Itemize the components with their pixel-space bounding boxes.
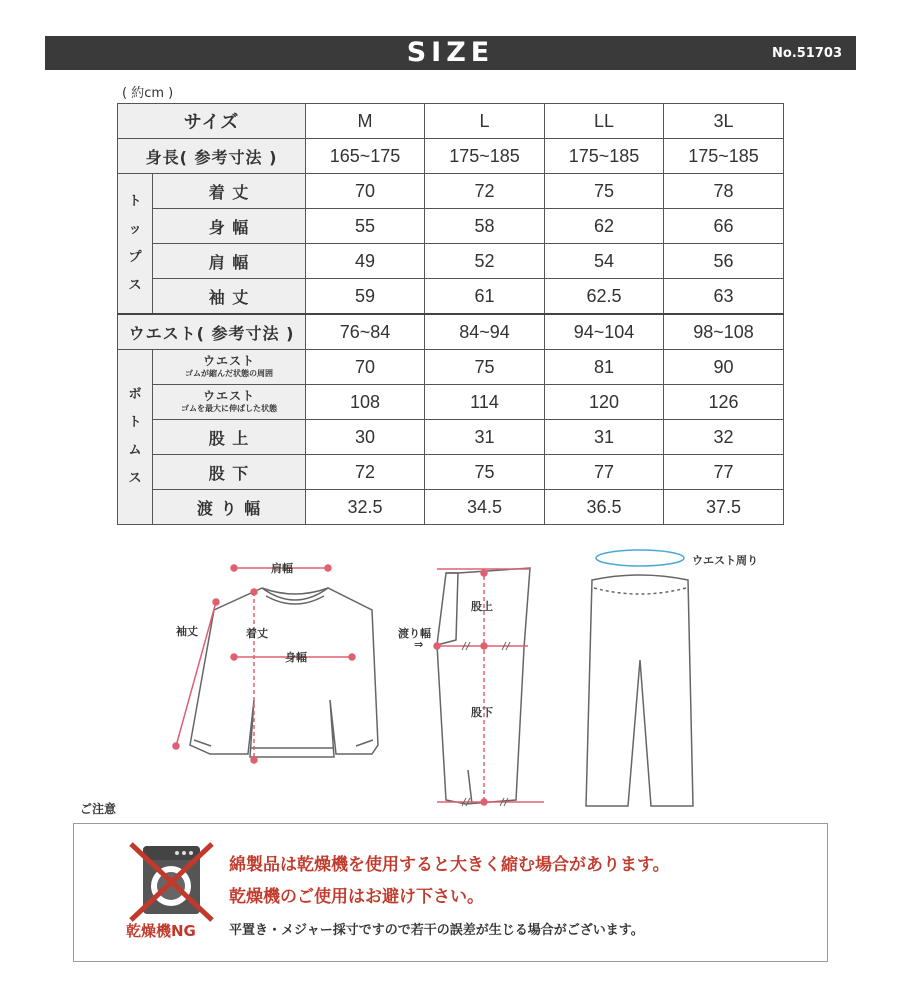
table-row bbox=[118, 490, 784, 525]
row-label: ウエスト ゴムを最大に伸ばした状態 bbox=[153, 385, 306, 420]
table-row bbox=[118, 244, 784, 279]
size-header-label: サイズ bbox=[118, 104, 306, 139]
label-thigh: 渡り幅 bbox=[398, 627, 431, 640]
diagram-drawing bbox=[160, 545, 800, 810]
table-cell: 76~84 bbox=[306, 314, 425, 350]
table-cell: 114 bbox=[425, 385, 545, 420]
table-cell: 32.5 bbox=[306, 490, 425, 525]
table-cell: 78 bbox=[664, 174, 784, 209]
care-title: ご注意 bbox=[80, 802, 117, 816]
tops-group-label: ト ッ プ ス bbox=[118, 174, 153, 315]
care-notice-box bbox=[73, 823, 828, 962]
thigh-arrow: ⇒ bbox=[414, 638, 424, 651]
row-label: ウエスト( 参考寸法 ) bbox=[118, 314, 306, 350]
table-cell: 126 bbox=[664, 385, 784, 420]
care-warning-line-1: 綿製品は乾燥機を使用すると大きく縮む場合があります。 bbox=[229, 855, 670, 875]
table-cell: 75 bbox=[425, 455, 545, 490]
table-cell: 94~104 bbox=[545, 314, 664, 350]
table-cell: 54 bbox=[545, 244, 664, 279]
table-cell: 72 bbox=[425, 174, 545, 209]
size-col-header: 3L bbox=[664, 104, 784, 139]
row-label: 渡 り 幅 bbox=[153, 490, 306, 525]
row-label: 着 丈 bbox=[153, 174, 306, 209]
waist-ellipse bbox=[596, 550, 684, 566]
table-cell: 59 bbox=[306, 279, 425, 315]
row-label: 肩 幅 bbox=[153, 244, 306, 279]
table-row bbox=[118, 314, 784, 350]
table-cell: 31 bbox=[545, 420, 664, 455]
table-cell: 37.5 bbox=[664, 490, 784, 525]
row-label: 身 幅 bbox=[153, 209, 306, 244]
table-cell: 98~108 bbox=[664, 314, 784, 350]
table-cell: 120 bbox=[545, 385, 664, 420]
table-cell: 77 bbox=[545, 455, 664, 490]
table-row bbox=[118, 350, 784, 385]
table-cell: 56 bbox=[664, 244, 784, 279]
table-cell: 75 bbox=[425, 350, 545, 385]
table-cell: 90 bbox=[664, 350, 784, 385]
size-table bbox=[117, 103, 783, 536]
label-shoulder: 肩幅 bbox=[271, 562, 293, 575]
table-cell: 61 bbox=[425, 279, 545, 315]
label-length: 着丈 bbox=[246, 627, 268, 640]
row-label: 袖 丈 bbox=[153, 279, 306, 315]
table-row bbox=[118, 209, 784, 244]
table-cell: 84~94 bbox=[425, 314, 545, 350]
label-waist-around: ウエスト周り bbox=[692, 554, 758, 567]
row-label: ウエスト ゴムが縮んだ状態の周囲 bbox=[153, 350, 306, 385]
table-cell: 32 bbox=[664, 420, 784, 455]
label-body-width: 身幅 bbox=[285, 651, 307, 664]
table-cell: 175~185 bbox=[425, 139, 545, 174]
label-inseam: 股下 bbox=[471, 706, 493, 719]
measurement-diagram bbox=[160, 545, 800, 810]
model-number: No.51703 bbox=[772, 46, 842, 61]
table-cell: 72 bbox=[306, 455, 425, 490]
table-cell: 30 bbox=[306, 420, 425, 455]
table-cell: 62 bbox=[545, 209, 664, 244]
pants-front-illustration bbox=[586, 575, 693, 806]
table-cell: 77 bbox=[664, 455, 784, 490]
table-row bbox=[118, 279, 784, 315]
size-col-header: LL bbox=[545, 104, 664, 139]
table-cell: 175~185 bbox=[664, 139, 784, 174]
table-row bbox=[118, 455, 784, 490]
table-cell: 55 bbox=[306, 209, 425, 244]
table-cell: 75 bbox=[545, 174, 664, 209]
size-header-bar bbox=[45, 36, 856, 70]
table-cell: 63 bbox=[664, 279, 784, 315]
table-row bbox=[118, 420, 784, 455]
label-sleeve: 袖丈 bbox=[176, 625, 198, 638]
page-title: SIZE bbox=[406, 37, 495, 68]
table-cell: 70 bbox=[306, 350, 425, 385]
table-row bbox=[118, 139, 784, 174]
table-cell: 52 bbox=[425, 244, 545, 279]
unit-note: ( 約cm ) bbox=[122, 86, 174, 101]
care-note-line: 平置き・メジャー採寸ですので若干の誤差が生じる場合がございます。 bbox=[229, 923, 644, 938]
table-cell: 36.5 bbox=[545, 490, 664, 525]
row-label: 股 上 bbox=[153, 420, 306, 455]
table-cell: 49 bbox=[306, 244, 425, 279]
label-rise: 股上 bbox=[471, 600, 493, 613]
size-col-header: L bbox=[425, 104, 545, 139]
table-cell: 62.5 bbox=[545, 279, 664, 315]
table-cell: 175~185 bbox=[545, 139, 664, 174]
care-warning-line-2: 乾燥機のご使用はお避け下さい。 bbox=[229, 887, 484, 907]
table-row bbox=[118, 174, 784, 209]
ng-label: 乾燥機NG bbox=[126, 922, 196, 940]
table-cell: 34.5 bbox=[425, 490, 545, 525]
size-col-header: M bbox=[306, 104, 425, 139]
row-label: 身長( 参考寸法 ) bbox=[118, 139, 306, 174]
row-label: 股 下 bbox=[153, 455, 306, 490]
table-cell: 108 bbox=[306, 385, 425, 420]
table-cell: 58 bbox=[425, 209, 545, 244]
bottoms-group-label: ボ ト ム ス bbox=[118, 350, 153, 525]
table-cell: 31 bbox=[425, 420, 545, 455]
sweatshirt-measure-lines bbox=[173, 565, 355, 763]
table-row bbox=[118, 385, 784, 420]
table-cell: 165~175 bbox=[306, 139, 425, 174]
table-cell: 81 bbox=[545, 350, 664, 385]
dryer-ng-icon bbox=[129, 842, 214, 922]
table-cell: 66 bbox=[664, 209, 784, 244]
sweatshirt-illustration bbox=[190, 588, 378, 757]
table-cell: 70 bbox=[306, 174, 425, 209]
table-header-row bbox=[118, 104, 784, 139]
